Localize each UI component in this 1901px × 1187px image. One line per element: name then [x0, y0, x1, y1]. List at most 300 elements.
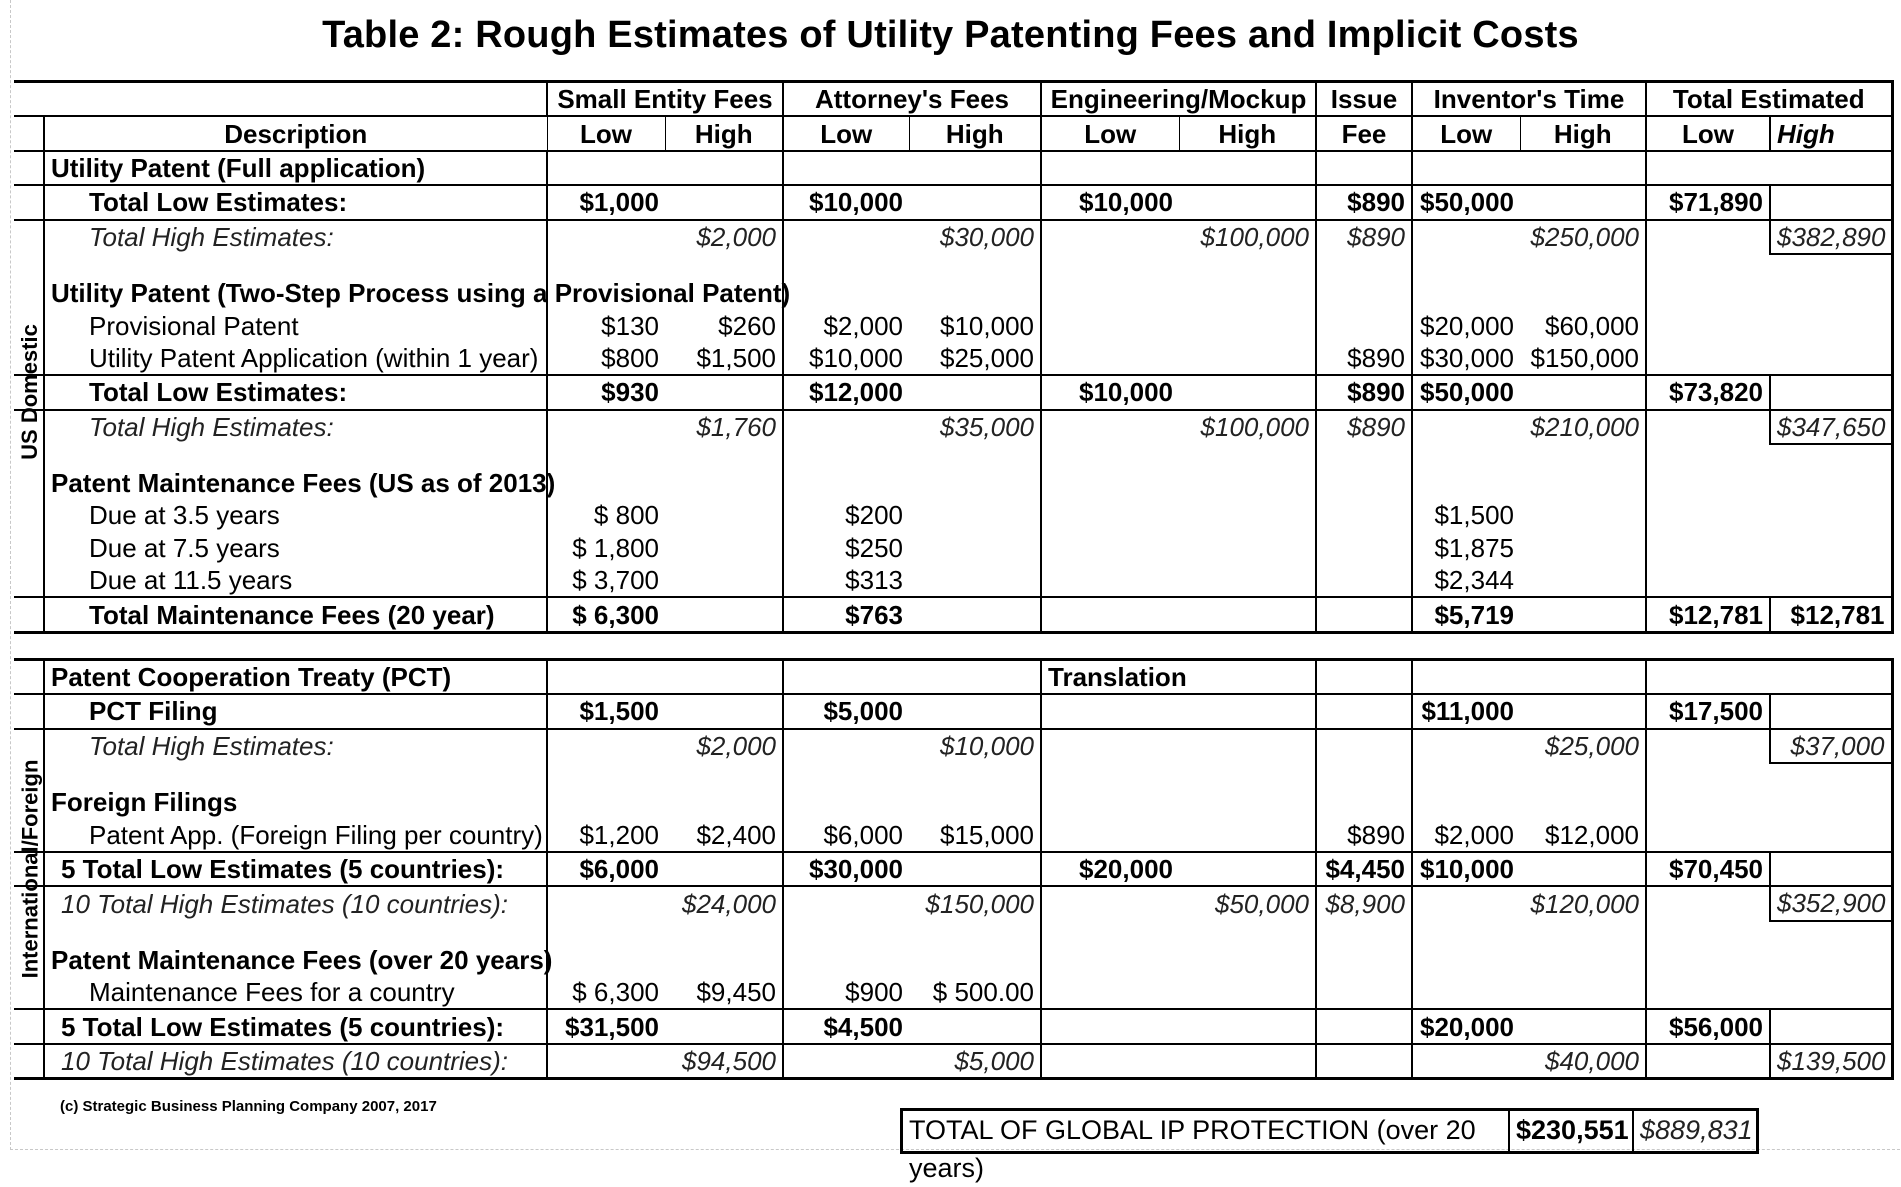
row-value — [1041, 564, 1179, 597]
row-value: $890 — [1316, 410, 1412, 444]
row-value — [547, 886, 665, 920]
row-value: $382,890 — [1770, 220, 1892, 254]
row-value: $2,400 — [665, 818, 783, 851]
row-value — [909, 597, 1041, 632]
row-description: Provisional Patent — [44, 309, 547, 341]
row-value — [1520, 185, 1646, 219]
row-value — [547, 786, 665, 818]
row-value: $20,000 — [1079, 854, 1173, 884]
row-value — [909, 151, 1041, 185]
row-value — [783, 254, 909, 277]
row-value: $763 — [845, 599, 903, 630]
row-value: $890 — [1316, 375, 1412, 409]
row-value — [1179, 786, 1316, 818]
row-value: $6,000 — [823, 819, 903, 850]
row-value: $94,500 — [665, 1044, 783, 1079]
row-value — [1041, 729, 1179, 763]
row-description: Utility Patent (Two-Step Process using a Provisional Patent) — [44, 277, 547, 309]
row-value — [1179, 375, 1316, 409]
row-value — [1412, 886, 1520, 920]
row-description: Total Low Estimates: — [44, 185, 547, 219]
row-description: 10 Total High Estimates (10 countries): — [44, 1044, 547, 1079]
row-value: $1,760 — [665, 410, 783, 444]
row-value: $10,000 — [1420, 854, 1514, 884]
side-cell — [14, 1009, 44, 1043]
row-value: $ 3,700 — [572, 565, 659, 596]
row-value — [665, 151, 783, 185]
table-row — [14, 976, 1892, 1009]
row-value: $56,000 — [1646, 1009, 1770, 1043]
row-value: $30,000 — [1420, 342, 1514, 373]
row-value — [909, 944, 1041, 976]
row-value — [1179, 444, 1316, 467]
row-value — [1041, 1009, 1179, 1043]
row-value: $10,000 — [909, 309, 1041, 341]
row-description: Maintenance Fees for a country — [44, 976, 547, 1009]
row-value: $70,450 — [1646, 852, 1770, 886]
row-value — [1646, 659, 1770, 694]
row-description: Due at 7.5 years — [44, 532, 547, 564]
row-value: $8,900 — [1316, 886, 1412, 920]
row-value — [783, 220, 909, 254]
row-value: $1,000 — [579, 187, 659, 218]
table-row — [14, 694, 1892, 728]
row-value — [665, 467, 783, 499]
row-value — [665, 532, 783, 564]
side-cell — [14, 694, 44, 728]
row-value: $25,000 — [909, 342, 1041, 375]
row-value: $1,500 — [665, 342, 783, 375]
row-value — [1646, 729, 1770, 763]
global-total-low: $230,551 — [1510, 1111, 1634, 1151]
table-row — [14, 254, 1892, 277]
row-value — [1412, 220, 1520, 254]
page-border-left — [10, 0, 11, 1150]
row-description: Patent Cooperation Treaty (PCT) — [44, 659, 547, 694]
row-value — [547, 729, 665, 763]
row-value — [1179, 597, 1316, 632]
row-value: $2,000 — [665, 729, 783, 763]
row-value — [1316, 921, 1412, 944]
row-value — [1041, 467, 1179, 499]
row-value: $5,000 — [909, 1044, 1041, 1079]
row-value — [1770, 532, 1892, 564]
row-value — [1316, 499, 1412, 531]
row-value — [1520, 694, 1646, 728]
row-value — [665, 499, 783, 531]
row-value: $24,000 — [665, 886, 783, 920]
row-value — [1412, 151, 1520, 185]
row-value: $890 — [1316, 342, 1412, 375]
table-row — [14, 1044, 1892, 1079]
row-value — [1770, 818, 1892, 851]
row-value: $71,890 — [1646, 185, 1770, 219]
row-value — [783, 151, 909, 185]
row-value — [547, 763, 665, 786]
table-row — [14, 151, 1892, 185]
row-description: Patent Maintenance Fees (over 20 years) — [44, 944, 547, 976]
row-value: $210,000 — [1520, 410, 1646, 444]
row-value — [1041, 921, 1179, 944]
row-value: $1,875 — [1434, 532, 1514, 563]
row-value — [665, 944, 783, 976]
row-value: $2,000 — [665, 220, 783, 254]
row-description: Total Low Estimates: — [44, 375, 547, 409]
row-value — [1316, 254, 1412, 277]
side-cell — [14, 597, 44, 632]
table-row — [14, 444, 1892, 467]
row-value — [1179, 729, 1316, 763]
row-value — [1770, 852, 1892, 886]
row-value: $2,344 — [1434, 565, 1514, 596]
row-value: $30,000 — [809, 854, 903, 884]
row-value — [1041, 309, 1179, 341]
row-value — [1520, 151, 1646, 185]
row-value — [1646, 499, 1770, 531]
side-cell — [14, 729, 44, 763]
row-value — [1520, 659, 1646, 694]
row-value: $2,000 — [823, 310, 903, 341]
row-value — [1316, 763, 1412, 786]
row-value — [1041, 818, 1179, 851]
row-value — [1316, 976, 1412, 1009]
row-value: $2,000 — [1434, 819, 1514, 850]
row-value: $10,000 — [909, 729, 1041, 763]
fees-table-container — [14, 80, 1892, 1080]
row-value — [665, 375, 783, 409]
row-value: $5,719 — [1434, 599, 1514, 630]
row-value — [547, 1044, 665, 1079]
row-value — [1520, 597, 1646, 632]
row-value: $6,000 — [579, 854, 659, 884]
side-cell — [14, 659, 44, 694]
row-value — [1041, 277, 1179, 309]
row-value: $12,000 — [809, 377, 903, 408]
table-row — [14, 499, 1892, 531]
row-value — [1770, 467, 1892, 499]
row-value — [909, 564, 1041, 597]
table-row — [14, 375, 1892, 409]
row-value — [1179, 254, 1316, 277]
row-value: $60,000 — [1520, 309, 1646, 341]
row-value — [1316, 694, 1412, 728]
global-total-high: $889,831 — [1640, 1115, 1753, 1145]
row-value — [1316, 944, 1412, 976]
row-description: Due at 11.5 years — [44, 564, 547, 597]
row-value — [909, 694, 1041, 728]
row-value: $200 — [845, 500, 903, 531]
table-row — [14, 944, 1892, 976]
row-value — [1179, 852, 1316, 886]
row-value — [547, 151, 665, 185]
row-value: $250 — [845, 532, 903, 563]
side-label-international: International/Foreign — [16, 759, 42, 979]
table-row — [14, 763, 1892, 786]
row-value — [909, 277, 1041, 309]
fees-table — [14, 80, 1894, 1080]
table-row — [14, 597, 1892, 632]
subheader-cell: Low — [1412, 116, 1520, 150]
row-description: 5 Total Low Estimates (5 countries): — [44, 1009, 547, 1043]
row-value — [783, 921, 909, 944]
row-value — [1770, 921, 1892, 944]
row-value — [1041, 694, 1179, 728]
row-value — [783, 729, 909, 763]
row-value — [547, 410, 665, 444]
subheader-cell: High — [1770, 116, 1892, 150]
row-value: $12,000 — [1520, 818, 1646, 851]
table-row — [14, 564, 1892, 597]
row-value — [547, 921, 665, 944]
row-value — [1770, 763, 1892, 786]
table-row — [14, 659, 1892, 694]
row-value — [909, 444, 1041, 467]
table-row — [14, 921, 1892, 944]
row-value — [665, 659, 783, 694]
row-value: $139,500 — [1770, 1044, 1892, 1079]
row-value — [783, 1044, 909, 1079]
row-value — [1041, 151, 1179, 185]
row-value — [1646, 444, 1770, 467]
row-value: $25,000 — [1520, 729, 1646, 763]
copyright-note: (c) Strategic Business Planning Company 2007, 2017 — [60, 1098, 437, 1115]
row-value — [909, 763, 1041, 786]
row-value: $347,650 — [1770, 410, 1892, 444]
header-group-row — [14, 82, 1892, 117]
row-value — [1041, 976, 1179, 1009]
row-value — [1646, 886, 1770, 920]
row-value — [1041, 1044, 1179, 1079]
table-row — [14, 532, 1892, 564]
row-value — [1412, 444, 1520, 467]
row-value — [1646, 532, 1770, 564]
side-spacer — [14, 116, 44, 150]
row-value — [1179, 564, 1316, 597]
row-value: $313 — [845, 565, 903, 596]
row-value — [1520, 564, 1646, 597]
row-value — [1316, 1044, 1412, 1079]
row-value — [1520, 944, 1646, 976]
row-value: $50,000 — [1179, 886, 1316, 920]
row-value — [1770, 151, 1892, 185]
row-description: Total High Estimates: — [44, 220, 547, 254]
row-description: PCT Filing — [44, 694, 547, 728]
row-value — [1520, 786, 1646, 818]
row-value — [1520, 852, 1646, 886]
row-value — [783, 886, 909, 920]
row-value — [1179, 532, 1316, 564]
row-value — [1646, 763, 1770, 786]
table-title: Table 2: Rough Estimates of Utility Patenting Fees and Implicit Costs — [322, 14, 1579, 56]
row-value: $1,200 — [579, 819, 659, 850]
global-total-box — [900, 1108, 1759, 1183]
row-value — [1316, 659, 1412, 694]
row-value — [1646, 944, 1770, 976]
row-value — [1316, 467, 1412, 499]
row-value — [665, 786, 783, 818]
row-value — [1041, 532, 1179, 564]
row-value — [1179, 467, 1316, 499]
row-value — [1520, 444, 1646, 467]
row-value: $12,781 — [1669, 599, 1763, 630]
table-row — [14, 410, 1892, 444]
row-value — [1412, 786, 1520, 818]
row-value — [1770, 309, 1892, 341]
row-value: $10,000 — [809, 342, 903, 373]
row-value — [1316, 564, 1412, 597]
row-value — [1041, 597, 1179, 632]
subheader-cell: High — [909, 116, 1041, 150]
row-value: $150,000 — [1520, 342, 1646, 375]
row-value — [1520, 976, 1646, 1009]
row-description: Patent Maintenance Fees (US as of 2013) — [44, 467, 547, 499]
row-value — [1179, 499, 1316, 531]
row-value — [1412, 277, 1520, 309]
row-value: $890 — [1316, 818, 1412, 851]
subheader-cell: Fee — [1316, 116, 1412, 150]
row-value — [1412, 763, 1520, 786]
row-value — [1179, 185, 1316, 219]
row-value — [1316, 444, 1412, 467]
row-description: Foreign Filings — [44, 786, 547, 818]
row-value — [1412, 254, 1520, 277]
row-value: $ 6,300 — [572, 977, 659, 1008]
us-domestic-section — [14, 151, 1892, 633]
row-value — [1520, 499, 1646, 531]
table-row — [14, 277, 1892, 309]
row-value — [1412, 410, 1520, 444]
row-value — [1041, 444, 1179, 467]
row-value — [1179, 659, 1316, 694]
row-description — [44, 921, 547, 944]
row-value — [1316, 309, 1412, 341]
row-value — [547, 220, 665, 254]
row-value — [1179, 976, 1316, 1009]
row-description: Total High Estimates: — [44, 410, 547, 444]
row-value — [1646, 277, 1770, 309]
row-value: $ 1,800 — [572, 532, 659, 563]
row-value: $150,000 — [909, 886, 1041, 920]
row-value — [1316, 532, 1412, 564]
row-value: $17,500 — [1646, 694, 1770, 728]
table-row — [14, 309, 1892, 341]
row-value — [1520, 277, 1646, 309]
row-value: $890 — [1316, 185, 1412, 219]
row-value — [1646, 921, 1770, 944]
row-value: $15,000 — [909, 818, 1041, 851]
row-value — [1041, 499, 1179, 531]
row-value: $40,000 — [1520, 1044, 1646, 1079]
row-value — [547, 254, 665, 277]
row-value — [1179, 694, 1316, 728]
row-value — [547, 944, 665, 976]
row-value — [1646, 151, 1770, 185]
row-value: $20,000 — [1420, 1011, 1514, 1042]
row-value — [783, 786, 909, 818]
row-value: Translation — [1048, 662, 1187, 693]
row-value — [909, 532, 1041, 564]
header-total-estimated: Total Estimated — [1646, 82, 1892, 117]
row-value — [1520, 467, 1646, 499]
row-value — [1041, 342, 1179, 375]
row-value — [909, 467, 1041, 499]
row-value — [1041, 763, 1179, 786]
row-value — [1316, 786, 1412, 818]
row-value — [1179, 1009, 1316, 1043]
row-value — [909, 786, 1041, 818]
row-value — [1412, 976, 1520, 1009]
row-description: Due at 3.5 years — [44, 499, 547, 531]
row-value — [1770, 499, 1892, 531]
row-value — [1316, 597, 1412, 632]
row-description: Utility Patent (Full application) — [44, 151, 547, 185]
row-value — [1041, 944, 1179, 976]
row-value — [1041, 410, 1179, 444]
row-value — [1770, 444, 1892, 467]
row-value: $10,000 — [809, 187, 903, 218]
row-value — [1646, 564, 1770, 597]
row-value — [1179, 763, 1316, 786]
row-description: Patent App. (Foreign Filing per country) — [44, 818, 547, 851]
row-value — [1646, 220, 1770, 254]
row-value — [1041, 254, 1179, 277]
row-value — [1316, 277, 1412, 309]
row-value: $4,500 — [823, 1011, 903, 1042]
row-value — [1041, 886, 1179, 920]
row-value — [665, 254, 783, 277]
row-value — [783, 277, 909, 309]
row-description: Total High Estimates: — [44, 729, 547, 763]
table-row — [14, 185, 1892, 219]
row-value — [1412, 467, 1520, 499]
subheader-cell: Low — [547, 116, 665, 150]
header-issue: Issue — [1316, 82, 1412, 117]
row-value — [665, 763, 783, 786]
row-value — [1179, 818, 1316, 851]
row-value — [783, 410, 909, 444]
row-value — [1412, 944, 1520, 976]
row-value — [1520, 254, 1646, 277]
row-value: $30,000 — [909, 220, 1041, 254]
row-description: Utility Patent Application (within 1 year) — [44, 342, 547, 375]
subheader-cell: High — [1179, 116, 1316, 150]
row-value: $260 — [665, 309, 783, 341]
international-section — [14, 659, 1892, 1078]
row-value — [1179, 921, 1316, 944]
row-value — [1412, 729, 1520, 763]
row-value — [1041, 220, 1179, 254]
row-value — [1646, 786, 1770, 818]
row-description — [44, 444, 547, 467]
row-value: $10,000 — [1079, 187, 1173, 218]
row-value — [783, 763, 909, 786]
row-value — [665, 694, 783, 728]
row-value — [1179, 309, 1316, 341]
row-value: $11,000 — [1421, 696, 1514, 727]
side-cell — [14, 185, 44, 219]
row-description: 10 Total High Estimates (10 countries): — [44, 886, 547, 920]
side-cell — [14, 564, 44, 597]
header-small-entity: Small Entity Fees — [547, 82, 783, 117]
row-value — [1179, 151, 1316, 185]
row-value — [1520, 763, 1646, 786]
row-value — [1770, 659, 1892, 694]
table-row — [14, 818, 1892, 851]
row-value — [1646, 1044, 1770, 1079]
row-value — [547, 444, 665, 467]
section-separator — [14, 632, 1892, 659]
row-value — [1412, 659, 1520, 694]
